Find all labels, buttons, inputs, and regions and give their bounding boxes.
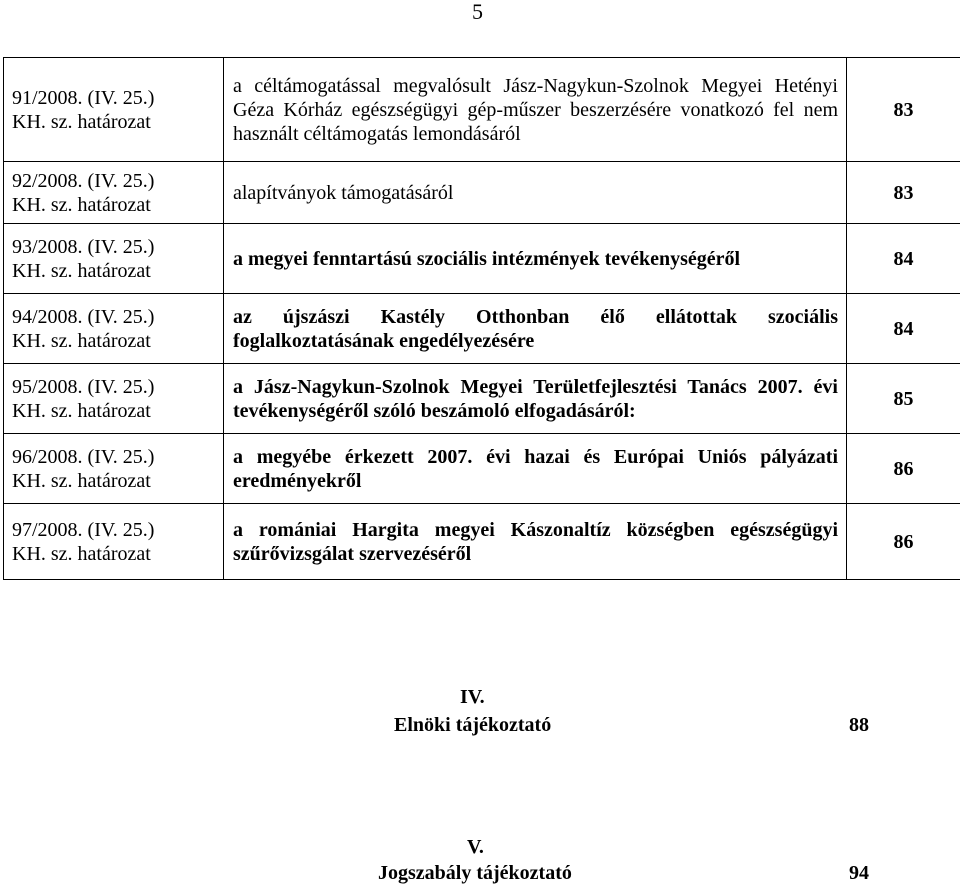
resolution-line2: KH. sz. határozat [12,469,151,492]
section-page: 94 [849,862,869,884]
resolution-line2: KH. sz. határozat [12,399,151,422]
resolution-line2: KH. sz. határozat [12,259,151,282]
resolution-line2: KH. sz. határozat [12,110,151,133]
section-numeral: V. [467,836,484,858]
page-ref: 84 [847,224,960,294]
page-ref: 84 [847,294,960,364]
resolution-number [4,504,224,580]
section-title: Jogszabály tájékoztató [378,862,572,884]
resolution-line2: KH. sz. határozat [12,193,151,216]
page-ref: 86 [847,434,960,504]
resolution-line2: KH. sz. határozat [12,542,151,565]
table-row [4,162,960,224]
resolution-subject-cell [224,504,847,580]
resolution-subject: alapítványok támogatásáról [233,181,454,204]
resolution-subject-cell [224,162,847,224]
table-row [4,294,960,364]
resolution-line1: 97/2008. (IV. 25.) [12,518,155,541]
section-numeral: IV. [460,686,485,708]
resolutions-table [3,57,960,580]
table-row [4,224,960,294]
resolution-subject: a Jász-Nagykun-Szolnok Megyei Területfejlesztési Tanács 2007. évi tevékenységéről szóló beszámoló elfogadásáról: [233,375,838,422]
resolution-subject: a megyébe érkezett 2007. évi hazai és Európai Uniós pályázati eredményekről [233,445,838,492]
table-row [4,504,960,580]
resolution-line2: KH. sz. határozat [12,329,151,352]
page-ref: 83 [847,58,960,162]
resolution-line1: 94/2008. (IV. 25.) [12,305,155,328]
resolution-number [4,294,224,364]
resolution-subject-cell [224,58,847,162]
resolution-subject: az újszászi Kastély Otthonban élő ellátottak szociális foglalkoztatásának engedélyezésére [233,305,838,352]
resolution-line1: 92/2008. (IV. 25.) [12,169,155,192]
section-title: Elnöki tájékoztató [394,714,552,736]
resolution-line1: 91/2008. (IV. 25.) [12,86,155,109]
page-ref: 83 [847,162,960,224]
resolution-subject-cell [224,364,847,434]
resolution-subject-cell [224,434,847,504]
resolution-subject-cell [224,294,847,364]
resolution-subject: a megyei fenntartású szociális intézmények tevékenységéről [233,247,741,270]
table-row [4,58,960,162]
resolution-line1: 93/2008. (IV. 25.) [12,235,155,258]
resolution-line1: 95/2008. (IV. 25.) [12,375,155,398]
resolution-number [4,58,224,162]
table-row [4,364,960,434]
resolution-subject: a romániai Hargita megyei Kászonaltíz községben egészségügyi szűrővizsgálat szervezéséről [233,518,838,565]
resolution-number [4,434,224,504]
resolution-number [4,224,224,294]
page-ref: 86 [847,504,960,580]
table-row [4,434,960,504]
resolution-number [4,162,224,224]
resolution-subject: a céltámogatással megvalósult Jász-Nagykun-Szolnok Megyei Hetényi Géza Kórház egészségügyi gép-műszer beszerzésére vonatkozó fel nem használt céltámogatás lemondásáról [233,74,838,145]
resolution-number [4,364,224,434]
resolution-subject-cell [224,224,847,294]
page-number: 5 [472,0,483,24]
resolution-line1: 96/2008. (IV. 25.) [12,445,155,468]
page-ref: 85 [847,364,960,434]
section-page: 88 [849,714,869,736]
